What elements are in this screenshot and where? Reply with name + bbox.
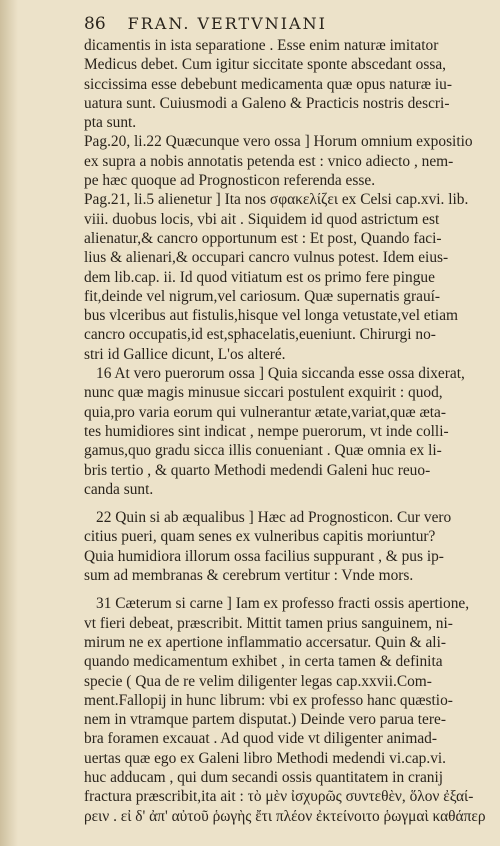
text-line: nunc quæ magis minusue siccari postulent exquirit : quod, — [84, 384, 443, 402]
text-line: 16 At vero puerorum ossa ] Quia siccanda esse ossa dixerat, — [96, 365, 465, 383]
text-line: alienatur,& cancro opportunum est : Et post, Quando faci- — [84, 229, 442, 247]
paragraph — [84, 36, 470, 132]
text-line: 22 Quin si ab æqualibus ] Hæc ad Prognosticon. Cur vero — [96, 509, 452, 527]
paragraph-gap — [84, 585, 470, 594]
paragraph — [84, 132, 473, 190]
text-line: quando medicamentum exhibet , in certa tamen & definita — [84, 653, 443, 671]
paragraph — [84, 508, 470, 585]
text-line: nem in vtramque partem disputat.) Deinde vero parua tere- — [84, 711, 446, 729]
text-line: specie ( Qua de re velim diligenter legas cap.xxvii.Com- — [84, 672, 432, 690]
paragraph — [84, 364, 470, 499]
page-number: 86 — [84, 14, 106, 34]
text-line: citius pueri, quam senes ex vulneribus capitis moriuntur? — [84, 528, 436, 546]
text-line: siccissima esse debebunt medicamenta quæ opus naturæ iu- — [84, 75, 453, 93]
paragraph — [84, 594, 486, 826]
text-line: 31 Cæterum si carne ] Iam ex professo fracti ossis apertione, — [96, 595, 470, 613]
text-line: gamus,quo gradu sicca illis conueniant . Quæ omnia ex li- — [84, 442, 442, 460]
text-line: Quia humidiora illorum ossa facilius suppurant , & pus ip- — [84, 547, 444, 565]
text-line: vt fieri debeat, præscribit. Mittit tamen prius sanguinem, ni- — [84, 614, 453, 632]
paragraph-gap — [84, 499, 470, 508]
text-line: ment.Fallopij in hunc librum: vbi ex professo hanc quæstio- — [84, 691, 453, 709]
text-line: fractura præscribit,ita ait : τὸ μὲν ἰσχυρῶς συντεθὲν, ὅλον ἐξαί- — [84, 788, 474, 806]
text-line: sum ad membranas & cerebrum vertitur : Vnde mors. — [84, 567, 414, 585]
text-line: pe hæc quoque ad Prognosticon referenda esse. — [84, 172, 376, 190]
text-line: tes humidiores sint indicat , nempe puerorum, vt inde colli- — [84, 422, 449, 440]
paragraph — [84, 190, 470, 364]
text-line: canda sunt. — [84, 480, 154, 498]
text-line: ρειν . εἰ δ' ἀπ' αὐτοῦ ῥωγὴς ἔτι πλέον ἐκτείνοιτο ῥωγμαὶ καθάπερ — [84, 807, 486, 825]
text-line: bris tertio , & quarto Methodi medendi Galeni huc reuo- — [84, 461, 431, 479]
text-line: huc adducam , qui dum secandi ossis quantitatem in cranij — [84, 768, 444, 786]
text-line: bus vlceribus aut fistulis,hisque vel longa vetustate,vel etiam — [84, 307, 458, 325]
text-line: viii. duobus locis, vbi ait . Siquidem id quod astrictum est — [84, 210, 440, 228]
text-line: ex supra a nobis annotatis petenda est : vnico adiecto , nem- — [84, 152, 454, 170]
body-text — [84, 36, 486, 826]
text-line: Pag.20, li.22 Quæcunque vero ossa ] Horum omnium expositio — [84, 133, 473, 151]
text-line: bra foramen excauat . Ad quod vide vt diligenter animad- — [84, 730, 438, 748]
running-title: FRAN. VERTVNIANI — [127, 14, 327, 33]
text-line: cancro occupatis,id est,sphacelatis,eueniunt. Chirurgi no- — [84, 326, 436, 344]
text-line: stri id Gallice dicunt, L'os alteré. — [84, 345, 286, 363]
text-line: Pag.21, li.5 alienetur ] Ita nos σφακελίζει ex Celsi cap.xvi. lib. — [84, 191, 469, 209]
text-line: uertas quæ ego ex Galeni libro Methodi medendi vi.cap.vi. — [84, 749, 447, 767]
text-line: lius & alienari,& occupari cancro vulnus potest. Idem eius- — [84, 249, 449, 267]
text-line: mirum ne ex apertione inflammatio accersatur. Quin & ali- — [84, 633, 446, 651]
text-line: fit,deinde vel nigrum,vel cariosum. Quæ supernatis grauí- — [84, 287, 441, 305]
text-line: uatura sunt. Cuiusmodi a Galeno & Practicis nostris descri- — [84, 94, 450, 112]
text-line: Medicus debet. Cum igitur siccitate sponte abscedant ossa, — [84, 56, 447, 74]
text-line: pta sunt. — [84, 114, 137, 132]
text-line: dicamentis in ista separatione . Esse enim naturæ imitator — [84, 37, 439, 54]
text-line: dem lib.cap. ii. Id quod vitiatum est os primo fere pingue — [84, 268, 435, 286]
text-line: quia,pro varia eorum qui vulnerantur ætate,variat,quæ æta- — [84, 403, 446, 421]
running-header — [84, 14, 470, 34]
